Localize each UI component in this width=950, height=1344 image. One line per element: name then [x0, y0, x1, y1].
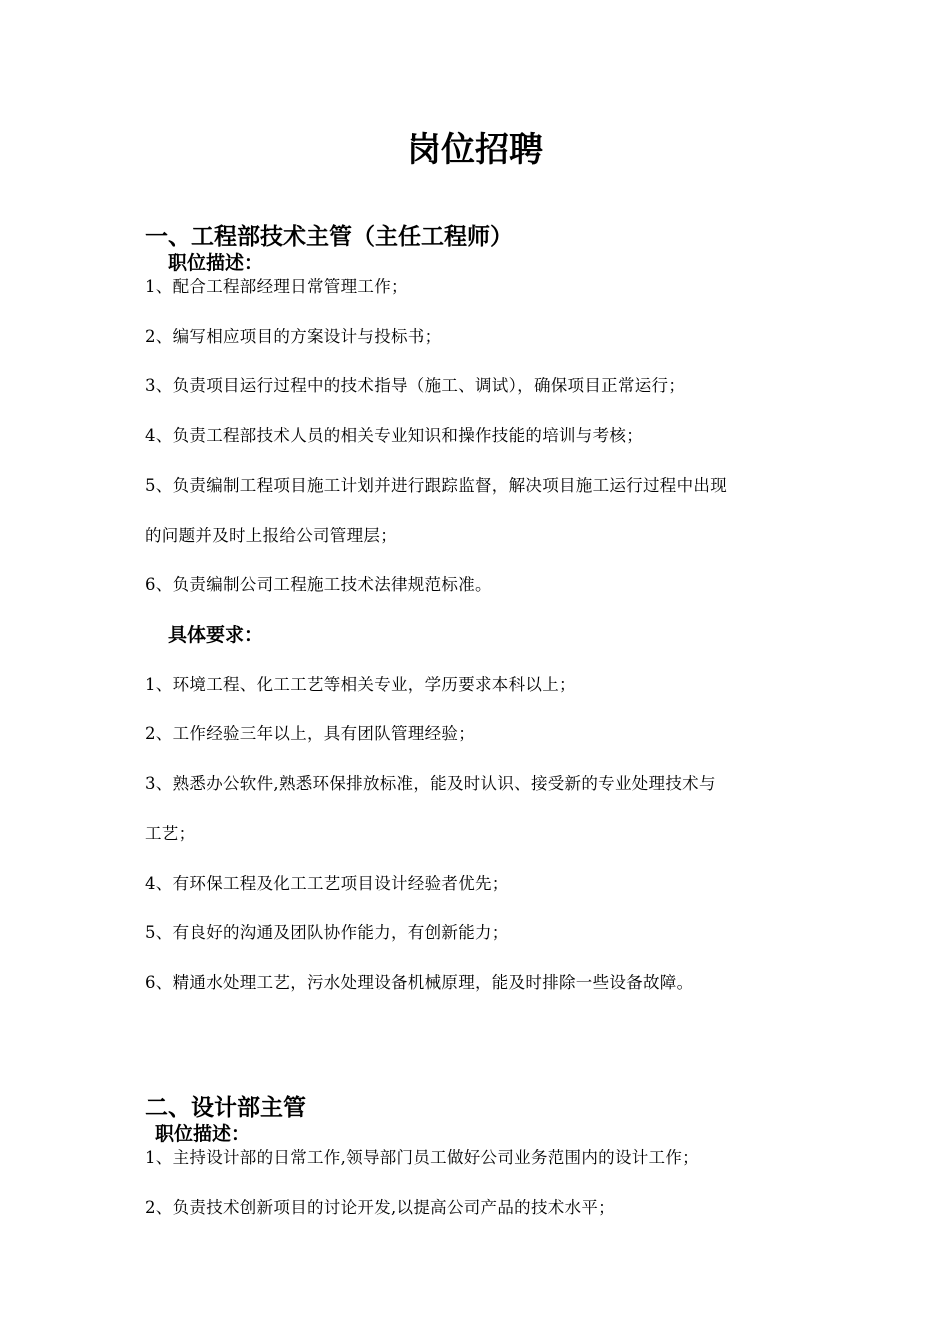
section1-req-line: 1、环境工程、化工工艺等相关专业，学历要求本科以上； — [145, 675, 576, 694]
section1-desc-line: 6、负责编制公司工程施工技术法律规范标准。 — [145, 575, 492, 594]
section1-req-line: 4、有环保工程及化工工艺项目设计经验者优先； — [145, 874, 509, 893]
section1-desc-line: 的问题并及时上报给公司管理层； — [145, 526, 397, 545]
section2-desc-line: 1、主持设计部的日常工作,领导部门员工做好公司业务范围内的设计工作； — [145, 1148, 699, 1167]
section2-desc-line: 2、负责技术创新项目的讨论开发,以提高公司产品的技术水平； — [145, 1198, 615, 1217]
section1-desc-line: 2、编写相应项目的方案设计与投标书； — [145, 327, 442, 346]
section1-desc-line: 4、负责工程部技术人员的相关专业知识和操作技能的培训与考核； — [145, 426, 643, 445]
section2-heading: 二、设计部主管 — [145, 1095, 306, 1121]
section1-req-line: 5、有良好的沟通及团队协作能力，有创新能力； — [145, 923, 509, 942]
section1-req-line: 2、工作经验三年以上，具有团队管理经验； — [145, 724, 475, 743]
page-title: 岗位招聘 — [407, 130, 543, 170]
section1-heading: 一、工程部技术主管（主任工程师） — [145, 224, 513, 250]
section1-req-line: 3、熟悉办公软件,熟悉环保排放标准，能及时认识、接受新的专业处理技术与 — [145, 774, 716, 793]
section1-desc-line: 1、配合工程部经理日常管理工作； — [145, 277, 408, 296]
section1-req-line: 6、精通水处理工艺，污水处理设备机械原理，能及时排除一些设备故障。 — [145, 973, 694, 992]
section1-desc-label: 职位描述： — [168, 252, 264, 274]
section1-req-label: 具体要求： — [168, 624, 264, 646]
section1-desc-line: 5、负责编制工程项目施工计划并进行跟踪监督，解决项目施工运行过程中出现 — [145, 476, 727, 495]
section1-req-line: 工艺； — [145, 824, 196, 843]
section1-desc-line: 3、负责项目运行过程中的技术指导（施工、调试），确保项目正常运行； — [145, 376, 686, 395]
section2-desc-label: 职位描述： — [155, 1123, 251, 1145]
